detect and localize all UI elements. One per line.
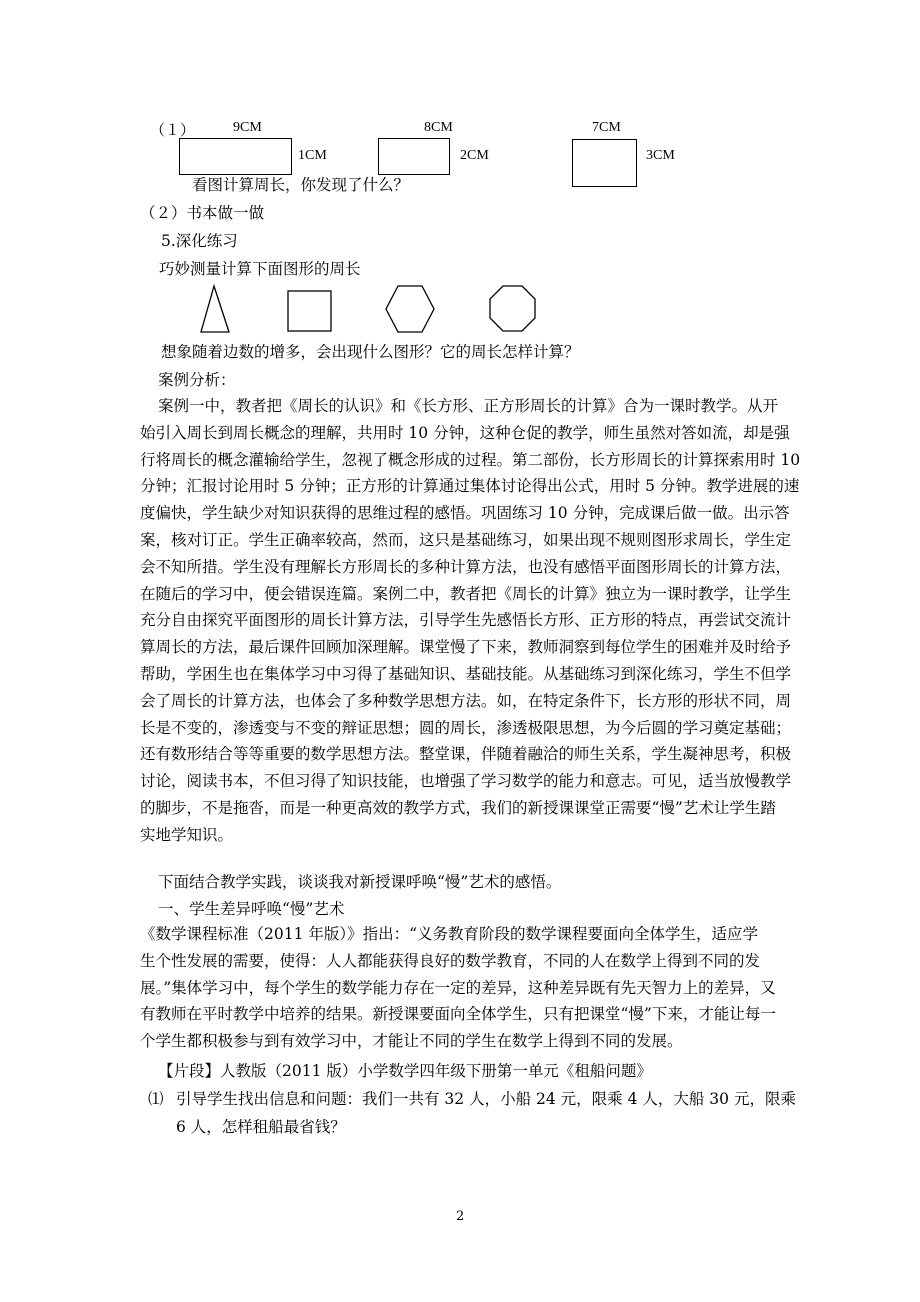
- step-1-line-2: 6 人，怎样租船最省钱？: [176, 1118, 346, 1136]
- analysis-line: 还有数形结合等等重要的数学思想方法。整堂课，伴随着融洽的师生关系，学生凝神思考，积极: [140, 745, 792, 764]
- analysis-line: 案例一中，教者把《周长的认识》和《长方形、正方形周长的计算》合为一课时教学。从开: [158, 397, 779, 415]
- standard-line: 生个性发展的需要，使得：人人都能获得良好的数学教育，不同的人在数学上得到不同的发: [140, 951, 761, 970]
- analysis-line: 充分自由探究平面图形的周长计算方法，引导学生先感悟长方形、正方形的特点，再尝试交流计: [140, 611, 792, 630]
- analysis-line: 算周长的方法，最后课件回顾加深理解。课堂慢了下来，教师洞察到每位学生的困难并及时给予: [140, 638, 792, 657]
- step-1-line-1: 引导学生找出信息和问题：我们一共有 32 人，小船 24 元，限乘 4 人，大船 30 元，限乘: [176, 1090, 796, 1108]
- triangle-icon: [201, 286, 229, 332]
- exercise-1-question: 看图计算周长，你发现了什么？: [192, 176, 410, 194]
- analysis-line: 案，核对订正。学生正确率较高，然而，这只是基础练习，如果出现不规则图形求周长，学生定: [140, 530, 792, 549]
- rect-1-width-label: 9CM: [233, 120, 262, 135]
- standard-line: 展。”集体学习中，每个学生的数学能力存在一定的差异，这种差异既有先天智力上的差异，又: [140, 978, 776, 997]
- analysis-line: 在随后的学习中，便会错误连篇。案例二中，教者把《周长的计算》独立为一课时教学，让学生: [140, 584, 792, 603]
- section-5-prompt: 巧妙测量计算下面图形的周长: [159, 260, 361, 278]
- standard-paragraph: [140, 921, 800, 1055]
- analysis-line: 始引入周长到周长概念的理解，共用时 10 分钟，这种仓促的教学，师生虽然对答如流，却是强: [140, 423, 790, 442]
- analysis-line: 长是不变的，渗透变与不变的辩证思想；圆的周长，渗透极限思想，为今后圆的学习奠定基础；: [140, 718, 792, 737]
- analysis-line: 会不知所措。学生没有理解长方形周长的多种计算方法，也没有感悟平面图形周长的计算方法，: [140, 557, 792, 576]
- fragment-heading: 【片段】人教版（2011 版）小学数学四年级下册第一单元《租船问题》: [158, 1062, 652, 1080]
- analysis-line: 讨论，阅读书本，不但习得了知识技能，也增强了学习数学的能力和意志。可见，适当放慢教学: [140, 772, 792, 791]
- analysis-line: 会了周长的计算方法，也体会了多种数学思想方法。如，在特定条件下，长方形的形状不同，周: [140, 691, 792, 710]
- square-icon: [288, 291, 331, 331]
- rect-2-width-label: 8CM: [424, 120, 453, 135]
- section-5-title: 5.深化练习: [161, 232, 238, 250]
- analysis-line: 度偏快，学生缺少对知识获得的思维过程的感悟。巩固练习 10 分钟，完成课后做一做。出示答: [140, 504, 790, 523]
- analysis-paragraph: [140, 393, 800, 849]
- standard-line: 《数学课程标准（2011 年版）》指出：“义务教育阶段的数学课程要面向全体学生，适应学: [140, 925, 759, 943]
- analysis-line: 帮助，学困生也在集体学习中习得了基础知识、基础技能。从基础练习到深化练习，学生不但学: [140, 664, 792, 683]
- analysis-title: 案例分析：: [158, 371, 236, 389]
- octagon-icon: [490, 286, 535, 331]
- step-1-marker: ⑴: [148, 1090, 164, 1108]
- standard-line: 个学生都积极参与到有效学习中，才能让不同的学生在数学上得到不同的发展。: [140, 1032, 683, 1051]
- hexagon-icon: [386, 286, 434, 332]
- rect-3-width-label: 7CM: [592, 120, 621, 135]
- heading-1: 一、学生差异呼唤“慢”艺术: [158, 900, 345, 918]
- transition-sentence: 下面结合教学实践，谈谈我对新授课呼唤“慢”艺术的感悟。: [158, 873, 562, 891]
- rect-2-height-label: 2CM: [460, 148, 489, 163]
- standard-line: 有教师在平时教学中培养的结果。新授课要面向全体学生，只有把课堂“慢”下来，才能让每一: [140, 1005, 776, 1024]
- analysis-line: 行将周长的概念灌输给学生，忽视了概念形成的过程。第二部份，长方形周长的计算探索用时 10: [140, 450, 801, 469]
- analysis-line: 的脚步，不是拖沓，而是一种更高效的教学方式，我们的新授课课堂正需要“慢”艺术让学生踏: [140, 798, 776, 817]
- section-5-question: 想象随着边数的增多，会出现什么图形？它的周长怎样计算？: [161, 343, 580, 361]
- page-number: 2: [456, 1209, 465, 1224]
- rect-1-height-label: 1CM: [298, 148, 327, 163]
- polygon-shapes: [0, 0, 920, 345]
- rect-3-height-label: 3CM: [646, 148, 675, 163]
- exercise-2: （２）书本做一做: [140, 204, 265, 222]
- analysis-line: 分钟；汇报讨论用时 5 分钟；正方形的计算通过集体讨论得出公式，用时 5 分钟。教学进展的速: [140, 477, 800, 496]
- exercise-1-label: （１）: [150, 121, 196, 139]
- analysis-line: 实地学知识。: [140, 825, 234, 844]
